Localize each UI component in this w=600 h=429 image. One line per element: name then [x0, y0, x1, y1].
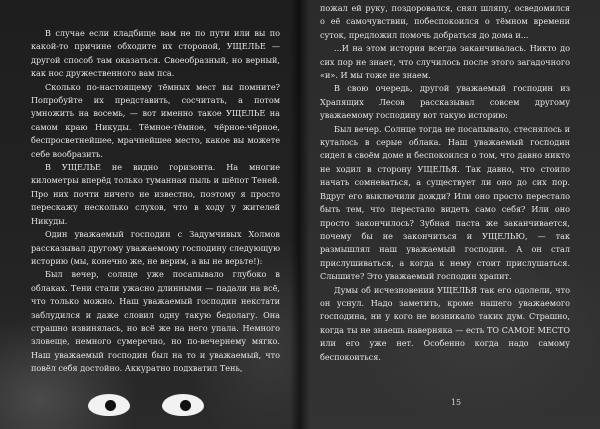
paragraph: Один уважаемый господин с Задумчивых Холмов рассказывал другому уважаемому господину следующую историю (мы, конечно же, не верим, а вы не верьте!):	[31, 229, 280, 266]
left-page-text	[31, 27, 280, 376]
paragraph: пожал ей руку, поздоровался, снял шляпу, осведомился о её самочувствии, побеспокоился о тёмном времени суток, предложил помочь добраться до дома и...	[320, 3, 570, 40]
paragraph: В случае если кладбище вам не по пути или вы по какой-то причине обходите их стороной, УЩЕЛЬЕ — другой способ там оказаться. Своеобразный, но верный, как нос дружественного вам пса.	[31, 28, 280, 79]
paragraph: Был вечер, солнце уже посапывало глубоко в облаках. Тени стали ужасно длинными — падали на всё, что только можно. Наш уважаемый господин некстати заблудился и даже словил одну такую бедолагу. Она страшно извинялась, но всё же на него упала. Немного зловеще, немного сумеречно, но по-вечернему мягко. Наш уважаемый господин был на то и уважаемый, что повёл себя достойно. Аккуратно подхватил Тень,	[31, 269, 280, 374]
left-eye-icon	[88, 394, 130, 416]
paragraph: Думы об исчезновении УЩЕЛЬЯ так его одолели, что он уснул. Надо заметить, кроме нашего уважаемого господина, ни у кого не возникало таких дум. Страшно, когда ты не знаешь наверняка — есть ТО САМОЕ МЕСТО или его уже нет. Особенно когда надо самому беспокоиться.	[320, 284, 570, 362]
right-page	[300, 0, 600, 429]
illustration-eyes	[84, 386, 216, 426]
paragraph: Сколько по-настоящему тёмных мест вы помните? Попробуйте их представить, сосчитать, а потом умножить на восемь, — вот именно такое УЩЕЛЬЕ на самом краю Никуды. Тёмное-тёмное, чёрное-чёрное, беспросветнейшее, мрачнейшее место, какое вы можете себе вообразить.	[31, 81, 280, 159]
paragraph: В УЩЕЛЬЕ не видно горизонта. На многие километры вперёд только туманная пыль и шёпот Теней. Про них почти ничего не известно, поэтому я просто перескажу несколько слухов, что в ходу у жителей Никуды.	[31, 162, 280, 226]
right-eye-icon	[162, 394, 204, 416]
paragraph: В свою очередь, другой уважаемый господин из Храпящих Лесов рассказывал совсем другому уважаемому господину вот такую историю:	[320, 83, 570, 121]
right-page-text	[320, 2, 570, 364]
paragraph: Был вечер. Солнце тогда не посапывало, стеснялось и куталось в серые облака. Наш уважаемый господин сидел в своём доме и беспокоился о том, что давно никто не ходил в сторону УЩЕЛЬЯ. Так давно, что стоило начать сомневаться, а существует ли оно до сих пор. Вдруг его выключили дожди? Или оно просто перестало быть тем, что перестало видеть само себя? Или оно просто закончилось? Зубная паста же заканчивается, почему бы не закончиться и УЩЕЛЬЮ, — так размышлял наш уважаемый господин. А он стал прислушиваться, а когда к нему стоит прислушаться. Слышите? Это уважаемый господин храпит.	[320, 123, 570, 282]
page-number: 15	[450, 398, 462, 407]
paragraph: ...И на этом история всегда заканчивалась. Никто до сих пор не знает, что случилось после этого загадочного «и». И мы тоже не знаем.	[320, 43, 570, 81]
